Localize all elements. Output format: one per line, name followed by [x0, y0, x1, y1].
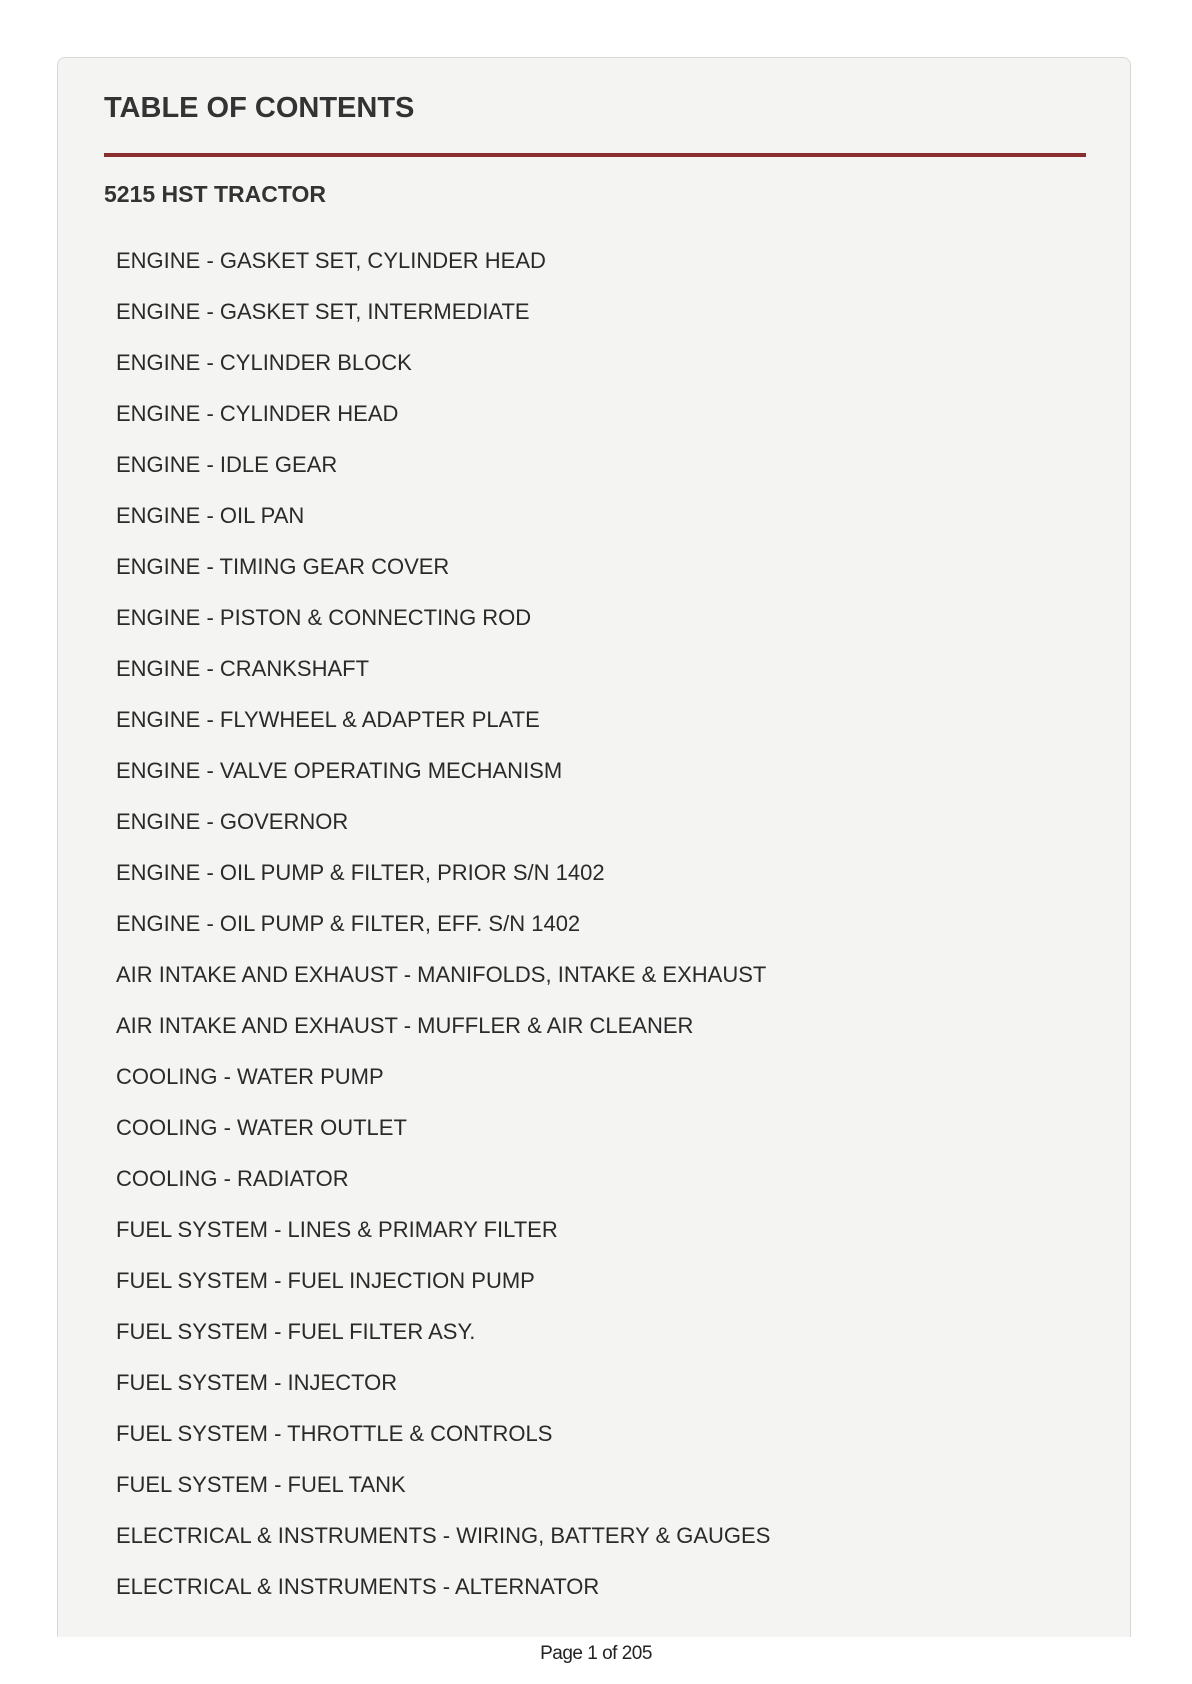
toc-item[interactable]: ENGINE - GOVERNOR — [116, 809, 349, 834]
toc-item[interactable]: COOLING - WATER OUTLET — [116, 1115, 407, 1140]
toc-item[interactable]: FUEL SYSTEM - INJECTOR — [116, 1370, 398, 1395]
toc-item[interactable]: ENGINE - IDLE GEAR — [116, 452, 338, 477]
toc-item[interactable]: ENGINE - OIL PUMP & FILTER, EFF. S/N 1402 — [116, 911, 581, 936]
title-divider — [104, 153, 1086, 157]
toc-item[interactable]: COOLING - WATER PUMP — [116, 1064, 384, 1089]
toc-item[interactable]: ENGINE - TIMING GEAR COVER — [116, 554, 450, 579]
toc-item[interactable]: FUEL SYSTEM - FUEL INJECTION PUMP — [116, 1268, 535, 1293]
toc-item[interactable]: AIR INTAKE AND EXHAUST - MANIFOLDS, INTAKE & EXHAUST — [116, 962, 767, 987]
toc-list — [116, 248, 770, 1625]
toc-item[interactable]: ENGINE - CYLINDER HEAD — [116, 401, 399, 426]
toc-item[interactable]: ELECTRICAL & INSTRUMENTS - ALTERNATOR — [116, 1574, 600, 1599]
toc-item[interactable]: FUEL SYSTEM - FUEL FILTER ASY. — [116, 1319, 476, 1344]
toc-item[interactable]: AIR INTAKE AND EXHAUST - MUFFLER & AIR CLEANER — [116, 1013, 694, 1038]
toc-item[interactable]: ENGINE - GASKET SET, CYLINDER HEAD — [116, 248, 546, 273]
toc-item[interactable]: COOLING - RADIATOR — [116, 1166, 349, 1191]
toc-item[interactable]: ENGINE - GASKET SET, INTERMEDIATE — [116, 299, 530, 324]
toc-item[interactable]: ELECTRICAL & INSTRUMENTS - WIRING, BATTERY & GAUGES — [116, 1523, 771, 1548]
toc-item[interactable]: ENGINE - VALVE OPERATING MECHANISM — [116, 758, 563, 783]
page-number: Page 1 of 205 — [540, 1643, 652, 1664]
toc-item[interactable]: ENGINE - CYLINDER BLOCK — [116, 350, 412, 375]
toc-panel — [57, 57, 1131, 1637]
section-heading: 5215 HST TRACTOR — [104, 181, 326, 207]
toc-item[interactable]: FUEL SYSTEM - LINES & PRIMARY FILTER — [116, 1217, 558, 1242]
toc-item[interactable]: ENGINE - CRANKSHAFT — [116, 656, 370, 681]
toc-item[interactable]: ENGINE - PISTON & CONNECTING ROD — [116, 605, 532, 630]
toc-title: TABLE OF CONTENTS — [104, 92, 415, 124]
toc-item[interactable]: FUEL SYSTEM - THROTTLE & CONTROLS — [116, 1421, 553, 1446]
toc-item[interactable]: FUEL SYSTEM - FUEL TANK — [116, 1472, 406, 1497]
toc-item[interactable]: ENGINE - OIL PAN — [116, 503, 305, 528]
toc-item[interactable]: ENGINE - OIL PUMP & FILTER, PRIOR S/N 1402 — [116, 860, 605, 885]
toc-item[interactable]: ENGINE - FLYWHEEL & ADAPTER PLATE — [116, 707, 540, 732]
